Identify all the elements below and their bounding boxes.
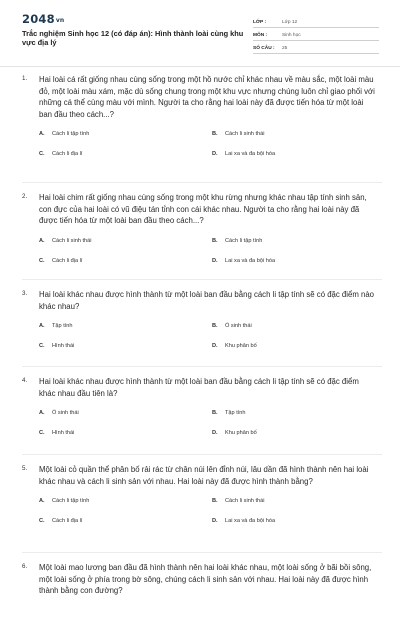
option-c[interactable] <box>39 258 212 264</box>
question-number: 2. <box>22 193 28 200</box>
option-letter: A. <box>39 237 45 244</box>
option-letter: C. <box>39 343 45 350</box>
option-letter: A. <box>39 131 45 138</box>
option-a[interactable] <box>39 498 212 504</box>
meta-class-value: Lớp 12 <box>282 20 298 25</box>
meta-subject-label: MÔN : <box>253 33 268 38</box>
answer-options <box>39 323 376 349</box>
option-text: Cách li sinh thái <box>52 237 92 244</box>
option-letter: B. <box>212 410 218 417</box>
option-text: Cách li sinh thái <box>225 498 265 505</box>
answer-options <box>39 498 376 524</box>
option-b[interactable] <box>212 410 385 416</box>
option-a[interactable] <box>39 410 212 416</box>
option-letter: D. <box>212 257 218 264</box>
option-d[interactable] <box>212 343 385 349</box>
meta-subject-row <box>253 28 379 41</box>
option-b[interactable] <box>212 238 385 244</box>
meta-count-row <box>253 41 379 54</box>
option-letter: A. <box>39 410 45 417</box>
option-d[interactable] <box>212 258 385 264</box>
meta-count-label: SỐ CÂU : <box>253 46 275 51</box>
option-text: Lai xa và đa bội hóa <box>225 257 276 264</box>
option-d[interactable] <box>212 518 385 524</box>
question-1 <box>0 74 400 192</box>
option-letter: A. <box>39 323 45 330</box>
question-text: Hai loài chim rất giống nhau cùng sống trong một khu rừng nhưng khác nhau tập tính sinh sản, con đực của hai loài có vũ điệu tán tỉnh con cái khác nhau. Người ta cho rằng hai loài này đã được tiến hóa từ một loài ban đầu theo cách...? <box>39 193 367 226</box>
option-a[interactable] <box>39 323 212 329</box>
option-c[interactable] <box>39 518 212 524</box>
option-d[interactable] <box>212 430 385 436</box>
option-letter: B. <box>212 323 218 330</box>
document-title: Trắc nghiệm Sinh học 12 (có đáp án): Hình thành loài cùng khu vực địa lý <box>22 29 244 48</box>
option-b[interactable] <box>212 498 385 504</box>
option-a[interactable] <box>39 238 212 244</box>
option-text: Lai xa và đa bội hóa <box>225 518 276 525</box>
question-number: 1. <box>22 75 28 82</box>
meta-info <box>253 15 379 54</box>
question-text: Một loài mao lương ban đầu đã hình thành nên hai loài khác nhau, một loài sống ở bãi bồi sông, một loài sống ở phía trong bờ sông, chúng cách li sinh sản với nhau. Hai loài này đã được hình thành bằng con đường? <box>39 563 372 596</box>
option-text: Ổ sinh thái <box>225 323 252 330</box>
option-letter: B. <box>212 237 218 244</box>
question-5 <box>0 464 400 562</box>
meta-subject-value: Sinh học <box>282 33 301 38</box>
question-divider <box>22 366 382 367</box>
option-text: Cách li địa lí <box>52 518 83 525</box>
meta-class-row <box>253 15 379 28</box>
option-text: Cách li địa lí <box>52 257 83 264</box>
option-text: Khu phân bố <box>225 430 257 437</box>
option-letter: A. <box>39 498 45 505</box>
question-divider <box>22 182 382 183</box>
option-text: Lai xa và đa bội hóa <box>225 151 276 158</box>
option-b[interactable] <box>212 131 385 137</box>
option-text: Cách li tập tính <box>52 498 90 505</box>
option-text: Cách li tập tính <box>225 237 263 244</box>
question-number: 5. <box>22 465 28 472</box>
option-letter: D. <box>212 151 218 158</box>
option-b[interactable] <box>212 323 385 329</box>
meta-class-label: LỚP : <box>253 20 267 25</box>
answer-options <box>39 410 376 436</box>
question-text: Hai loài cá rất giống nhau cùng sống trong một hồ nước chỉ khác nhau về màu sắc, một loài màu đỏ, một loài màu xám, mặc dù sống chung trong một khu vực nhưng chúng luôn chỉ giao phối với những cá thể cùng màu với mình. Người ta cho rằng hai loài này đã được tiến hóa từ một loài ban đầu theo cách...? <box>39 75 375 119</box>
answer-options <box>39 131 376 157</box>
option-letter: D. <box>212 430 218 437</box>
option-c[interactable] <box>39 343 212 349</box>
option-text: Cách li sinh thái <box>225 131 265 138</box>
option-letter: B. <box>212 131 218 138</box>
option-d[interactable] <box>212 151 385 157</box>
question-divider <box>22 552 382 553</box>
option-letter: B. <box>212 498 218 505</box>
option-c[interactable] <box>39 151 212 157</box>
option-text: Khu phân bố <box>225 343 257 350</box>
question-text: Hai loài khác nhau được hình thành từ một loài ban đầu bằng cách li tập tính sẽ có đặc điểm nào khác nhau? <box>39 290 375 311</box>
question-2 <box>0 192 400 289</box>
question-number: 3. <box>22 290 28 297</box>
logo-suffix: vn <box>55 17 65 24</box>
option-letter: C. <box>39 518 45 525</box>
option-letter: C. <box>39 430 45 437</box>
option-a[interactable] <box>39 131 212 137</box>
question-3 <box>0 289 400 376</box>
option-letter: C. <box>39 151 45 158</box>
option-text: Hình thái <box>52 430 75 437</box>
question-divider <box>22 454 382 455</box>
question-6 <box>0 562 400 622</box>
option-text: Ổ sinh thái <box>52 410 79 417</box>
option-text: Hình thái <box>52 343 75 350</box>
option-letter: C. <box>39 257 45 264</box>
question-list <box>0 74 400 622</box>
question-divider <box>22 279 382 280</box>
option-letter: D. <box>212 518 218 525</box>
option-text: Tập tính <box>225 410 246 417</box>
option-c[interactable] <box>39 430 212 436</box>
question-text: Hai loài khác nhau được hình thành từ một loài ban đầu bằng cách li tập tính sẽ có đặc điểm khác nhau đầu tiên là? <box>39 377 359 398</box>
logo-text: 2048 <box>22 12 55 26</box>
question-4 <box>0 376 400 464</box>
option-text: Cách li địa lí <box>52 151 83 158</box>
answer-options <box>39 238 376 264</box>
option-letter: D. <box>212 343 218 350</box>
header-divider <box>0 66 400 67</box>
meta-count-value: 25 <box>282 46 288 51</box>
option-text: Tập tính <box>52 323 73 330</box>
question-text: Một loài cỏ quần thể phân bố rải rác từ chân núi lên đỉnh núi, lâu dần đã hình thành nên hai loài khác nhau và cách li sinh sản với nhau. Hai loài này đã được hình thành bằng? <box>39 465 369 486</box>
question-number: 4. <box>22 377 28 384</box>
option-text: Cách li tập tính <box>52 131 90 138</box>
question-number: 6. <box>22 563 28 570</box>
